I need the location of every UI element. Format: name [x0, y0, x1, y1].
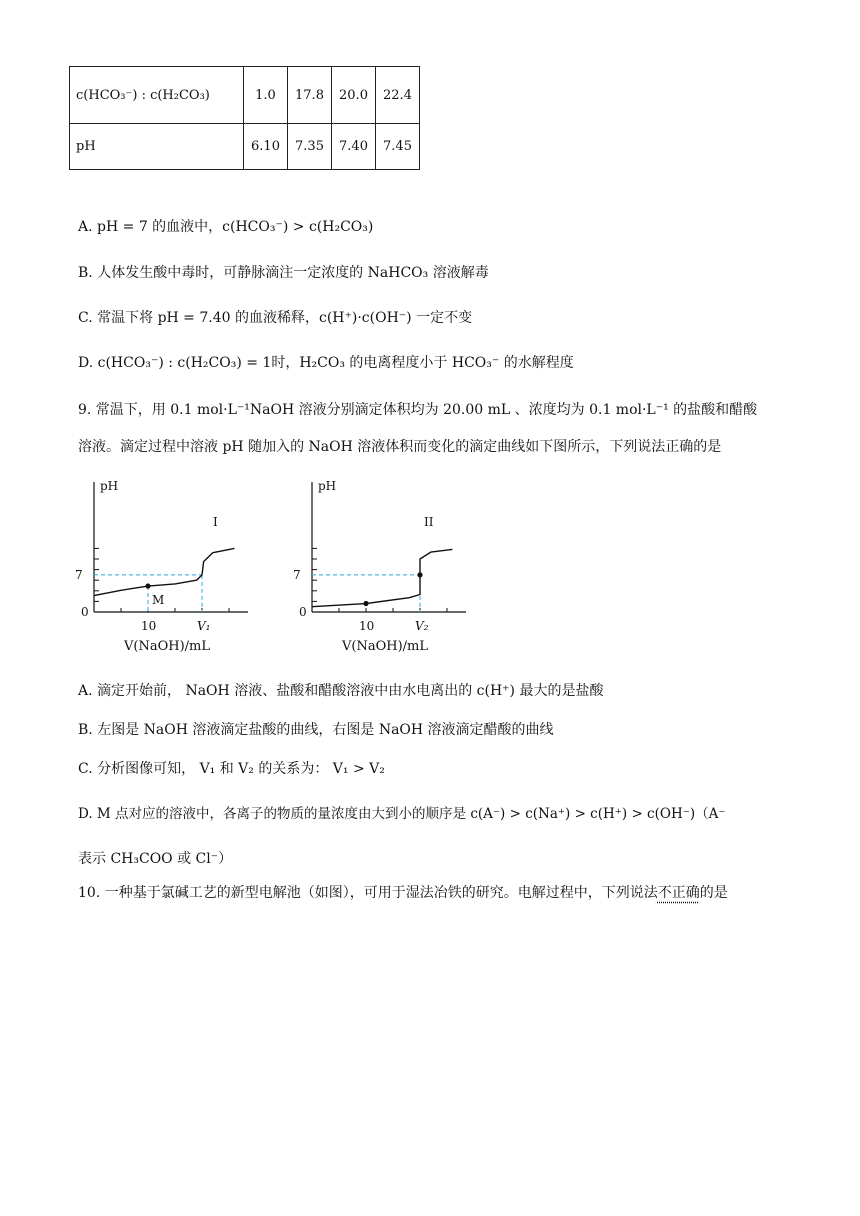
q8-option-c: C. 常温下将 pH = 7.40 的血液稀释，c(H⁺)·c(OH⁻) 一定不变	[78, 310, 473, 326]
q9-option-d-line1: D. M 点对应的溶液中，各离子的物质的量浓度由大到小的顺序是 c(A⁻) > c(Na⁺) > c(H⁺) > c(OH⁻)（A⁻	[78, 806, 726, 822]
q9-stem-line1: 9. 常温下，用 0.1 mol·L⁻¹NaOH 溶液分别滴定体积均为 20.00 mL 、浓度均为 0.1 mol·L⁻¹ 的盐酸和醋酸	[78, 402, 758, 418]
x-tick-label: V₂	[415, 619, 429, 633]
x-tick-label: 10	[359, 619, 375, 633]
x-axis-label: V(NaOH)/mL	[342, 639, 428, 654]
ratio-ph-table	[69, 66, 420, 170]
table-cell: 20.0	[332, 67, 376, 124]
titration-chart-left	[70, 470, 260, 660]
titration-curve	[94, 548, 234, 595]
y-axis-label: pH	[100, 479, 119, 493]
y-tick-label: 0	[299, 605, 307, 619]
q10-stem	[78, 882, 728, 902]
table-cell: 7.45	[376, 124, 420, 170]
titration-curve	[312, 549, 452, 606]
q10-stem-emphasis: 不正确	[657, 885, 700, 901]
q9-option-d-line2: 表示 CH₃COO 或 Cl⁻）	[78, 851, 233, 867]
y-tick-label: 7	[293, 567, 301, 582]
table-cell: 6.10	[244, 124, 288, 170]
table-cell: 7.35	[288, 124, 332, 170]
table-cell-label: c(HCO₃⁻) : c(H₂CO₃)	[70, 67, 244, 124]
table-row	[70, 124, 420, 170]
q9-option-b: B. 左图是 NaOH 溶液滴定盐酸的曲线，右图是 NaOH 溶液滴定醋酸的曲线	[78, 722, 554, 738]
y-tick-label: 0	[81, 605, 89, 619]
q9-option-a: A. 滴定开始前， NaOH 溶液、盐酸和醋酸溶液中由水电离出的 c(H⁺) 最大的是盐酸	[78, 683, 604, 699]
q8-option-b: B. 人体发生酸中毒时，可静脉滴注一定浓度的 NaHCO₃ 溶液解毒	[78, 265, 489, 281]
point-marker	[363, 601, 368, 606]
x-axis-label: V(NaOH)/mL	[124, 639, 210, 654]
point-label: M	[152, 593, 165, 608]
curve-label: I	[213, 515, 218, 529]
point-marker	[145, 583, 150, 588]
q9-option-c: C. 分析图像可知， V₁ 和 V₂ 的关系为： V₁ > V₂	[78, 761, 385, 777]
table-cell: 22.4	[376, 67, 420, 124]
table-cell: 17.8	[288, 67, 332, 124]
q8-option-d: D. c(HCO₃⁻) : c(H₂CO₃) = 1时，H₂CO₃ 的电离程度小于 HCO₃⁻ 的水解程度	[78, 355, 574, 371]
x-tick-label: 10	[141, 619, 157, 633]
table-cell: 7.40	[332, 124, 376, 170]
curve-label: II	[424, 515, 434, 529]
equivalence-point-marker	[417, 572, 422, 577]
y-tick-label: 7	[75, 567, 83, 582]
q9-stem-line2: 溶液。滴定过程中溶液 pH 随加入的 NaOH 溶液体积而变化的滴定曲线如下图所示，下列说法正确的是	[78, 439, 722, 455]
q10-stem-main: 10. 一种基于氯碱工艺的新型电解池（如图），可用于湿法冶铁的研究。电解过程中，下列说法	[78, 885, 658, 901]
table-row	[70, 67, 420, 124]
table-cell-label: pH	[70, 124, 244, 170]
q8-option-a: A. pH = 7 的血液中，c(HCO₃⁻) > c(H₂CO₃)	[78, 219, 374, 235]
q10-stem-tail: 的是	[699, 885, 728, 901]
y-axis-label: pH	[318, 479, 337, 493]
table-cell: 1.0	[244, 67, 288, 124]
x-tick-label: V₁	[197, 619, 211, 633]
titration-chart-right	[288, 470, 478, 660]
